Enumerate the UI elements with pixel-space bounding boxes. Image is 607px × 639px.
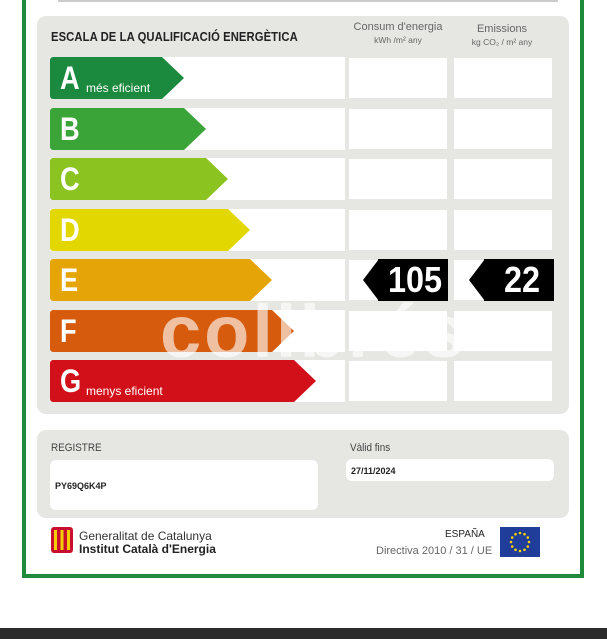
emissions-cell <box>454 361 552 401</box>
scale-title: ESCALA DE LA QUALIFICACIÓ ENERGÈTICA <box>51 30 298 44</box>
eu-star <box>523 549 526 552</box>
org-institute: Institut Català d'Energia <box>79 542 216 556</box>
rating-bar-arrow <box>184 108 206 150</box>
rating-letter: C <box>60 161 80 197</box>
rating-caption: menys eficient <box>86 384 163 398</box>
consumption-cell <box>349 109 447 149</box>
eu-star <box>527 536 530 539</box>
eu-star <box>519 532 522 535</box>
consumption-cell <box>349 210 447 250</box>
directive-label: Directiva 2010 / 31 / UE <box>376 545 493 557</box>
eu-star <box>511 545 514 548</box>
emissions-marker <box>469 259 554 301</box>
rating-letter: D <box>60 212 80 248</box>
consumption-cell <box>349 159 447 199</box>
emissions-value: 22 <box>503 259 540 300</box>
eu-flag-icon <box>500 527 540 557</box>
emissions-cell <box>454 159 552 199</box>
eu-star <box>519 550 522 553</box>
org-name: Generalitat de Catalunya <box>79 529 212 543</box>
generalitat-logo-icon <box>51 527 73 553</box>
consumption-header <box>348 21 448 47</box>
marker-arrow <box>469 259 485 301</box>
eu-star <box>523 533 526 536</box>
eu-star <box>528 541 531 544</box>
rating-bar-arrow <box>228 209 250 251</box>
rating-letter: A <box>60 60 80 96</box>
eu-star <box>527 545 530 548</box>
validity-value: 27/11/2024 <box>351 466 396 476</box>
emissions-title: Emissions <box>476 23 528 35</box>
rating-letter: F <box>60 313 77 349</box>
rating-letter: G <box>60 363 82 399</box>
emissions-cell <box>454 58 552 98</box>
emissions-cell <box>454 210 552 250</box>
registry-label: REGISTRE <box>51 442 102 454</box>
consumption-title: Consum d'energia <box>353 21 443 33</box>
eu-star <box>510 541 513 544</box>
country-label: ESPAÑA <box>445 529 485 540</box>
rating-letter: B <box>60 111 80 147</box>
rating-bar-arrow <box>162 57 184 99</box>
eu-star <box>514 549 517 552</box>
consumption-cell <box>349 58 447 98</box>
registry-value: PY69Q6K4P <box>55 481 107 491</box>
bottom-bar <box>0 628 607 639</box>
validity-label: Vàlid fins <box>350 442 391 454</box>
rating-bar-arrow <box>206 158 228 200</box>
top-border <box>58 0 558 2</box>
rating-letter: E <box>60 262 79 298</box>
emissions-cell <box>454 311 552 351</box>
eu-star <box>511 536 514 539</box>
emissions-cell <box>454 109 552 149</box>
eu-star <box>514 533 517 536</box>
watermark: colibrés <box>160 290 468 373</box>
emissions-unit: kg CO₂ / m² any <box>471 37 533 47</box>
consumption-unit: kWh /m² any <box>374 35 422 45</box>
rating-caption: més eficient <box>86 81 151 95</box>
consumption-value: 105 <box>387 259 442 300</box>
emissions-header <box>452 23 552 49</box>
